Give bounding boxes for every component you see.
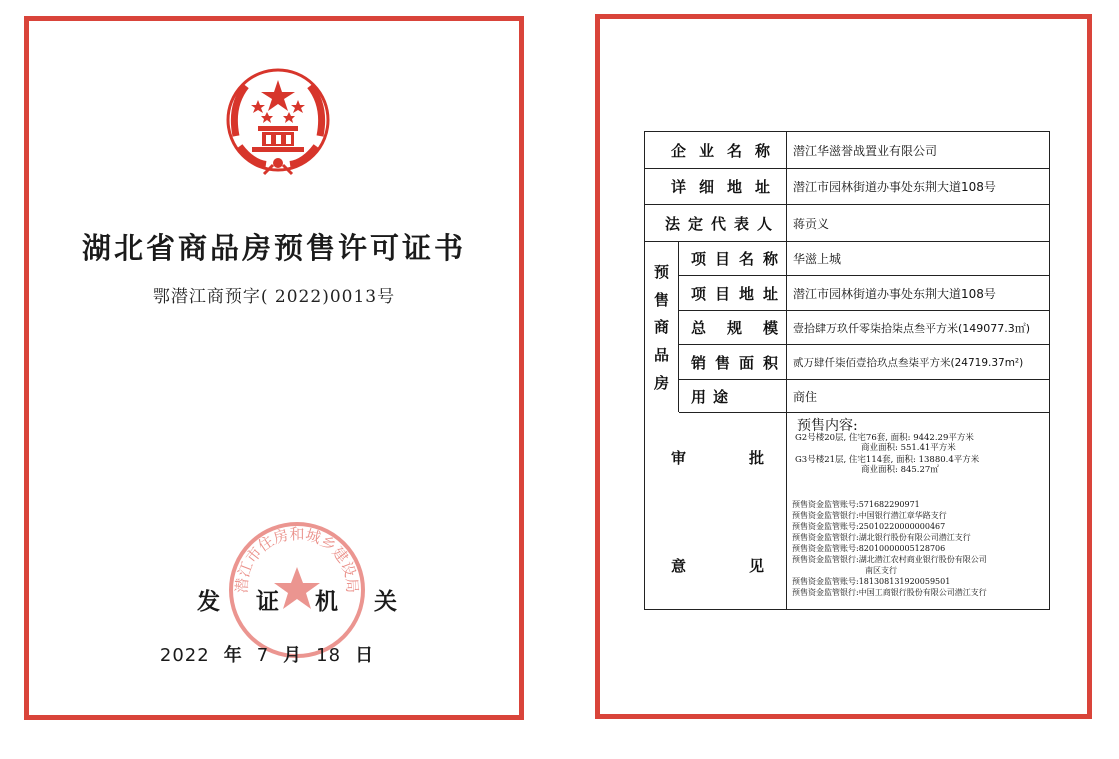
issue-year: 2022 — [159, 645, 210, 666]
monitoring-line: 预售资金监管银行:中国银行潜江章华路支行 — [792, 511, 947, 520]
sale-area-value: 贰万肆仟柒佰壹拾玖点叁柒平方米(24719.37m²) — [793, 356, 1024, 369]
table-row-total-scale — [679, 311, 1049, 345]
monitoring-line: 预售资金监管银行:湖北银行股份有限公司潜江支行 — [792, 533, 971, 542]
authority-char: 发 — [197, 588, 220, 615]
monitoring-line: 南区支行 — [865, 566, 897, 575]
month-unit: 月 — [283, 645, 303, 666]
project-name-value: 华滋上城 — [793, 252, 842, 266]
approval-opinion-label: 审 批 意 见 — [645, 413, 787, 609]
table-row-company — [645, 132, 1049, 169]
issue-date — [29, 641, 519, 667]
g2-summary-line: G2号楼20层, 住宅76套, 面积: 9442.29平方米 — [795, 433, 974, 443]
table-row-address — [645, 169, 1049, 205]
table-row-project-name — [679, 242, 1049, 276]
monitoring-line: 预售资金监管账号:571682290971 — [792, 500, 920, 509]
permit-details-table — [644, 131, 1050, 610]
certificate-cover-page — [24, 16, 524, 720]
national-emblem-icon — [222, 66, 334, 178]
authority-char: 关 — [374, 588, 397, 615]
monitoring-line: 预售资金监管账号:25010220000000467 — [792, 522, 946, 531]
usage-label: 用 途 — [679, 380, 787, 412]
legal-rep-value: 蒋贡义 — [793, 216, 830, 231]
presale-housing-side-label: 预 售 商 品 房 — [645, 242, 679, 412]
table-row-project-address — [679, 276, 1049, 311]
project-address-value: 潜江市园林街道办事处东荆大道108号 — [793, 286, 996, 301]
company-value: 潜江华滋誉战置业有限公司 — [793, 143, 938, 158]
year-unit: 年 — [223, 645, 243, 666]
g2-commercial-line: 商业面积: 551.41平方米 — [861, 443, 956, 453]
total-scale-value: 壹拾肆万玖仟零柒拾柒点叁平方米(149077.3㎡) — [793, 321, 1031, 335]
usage-value: 商住 — [793, 389, 818, 404]
monitoring-line: 预售资金监管账号:82010000005128706 — [792, 544, 946, 553]
table-row-usage — [679, 380, 1049, 413]
presale-content-heading: 预售内容: — [797, 418, 858, 434]
issuing-authority — [197, 583, 397, 616]
issue-month: 7 — [256, 645, 270, 666]
issue-day: 18 — [316, 645, 342, 666]
g3-summary-line: G3号楼21层, 住宅114套, 面积: 13880.4平方米 — [795, 455, 980, 465]
address-label: 详 细 地 址 — [645, 169, 787, 204]
approval-opinion-content — [787, 413, 1049, 609]
authority-char: 证 — [256, 588, 279, 615]
seal-text: 潜江市住房和城乡建设局 — [232, 525, 362, 594]
monitoring-line: 预售资金监管银行:中国工商银行股份有限公司潜江支行 — [792, 588, 987, 597]
monitoring-line: 预售资金监管银行:湖北潜江农村商业银行股份有限公司 — [792, 555, 987, 564]
total-scale-label: 总 规 模 — [679, 311, 787, 344]
address-value: 潜江市园林街道办事处东荆大道108号 — [793, 180, 996, 194]
certificate-title: 湖北省商品房预售许可证书 — [81, 231, 466, 265]
table-row-legal-rep — [645, 205, 1049, 242]
sale-area-label: 销 售 面 积 — [679, 345, 787, 379]
g3-commercial-line: 商业面积: 845.27㎡ — [861, 465, 939, 475]
day-unit: 日 — [355, 645, 375, 666]
project-address-label: 项 目 地 址 — [679, 276, 787, 310]
permit-number: 鄂潜江商预字( 2022)0013号 — [152, 287, 396, 307]
monitoring-line: 预售资金监管账号:181308131920059501 — [792, 577, 951, 586]
certificate-details-page — [595, 14, 1092, 719]
approval-opinion-block — [645, 413, 1049, 609]
authority-char: 机 — [315, 588, 338, 615]
company-label: 企 业 名 称 — [645, 132, 787, 168]
project-name-label: 项 目 名 称 — [679, 242, 787, 275]
table-row-sale-area — [679, 345, 1049, 380]
legal-rep-label: 法 定 代 表 人 — [645, 205, 787, 241]
